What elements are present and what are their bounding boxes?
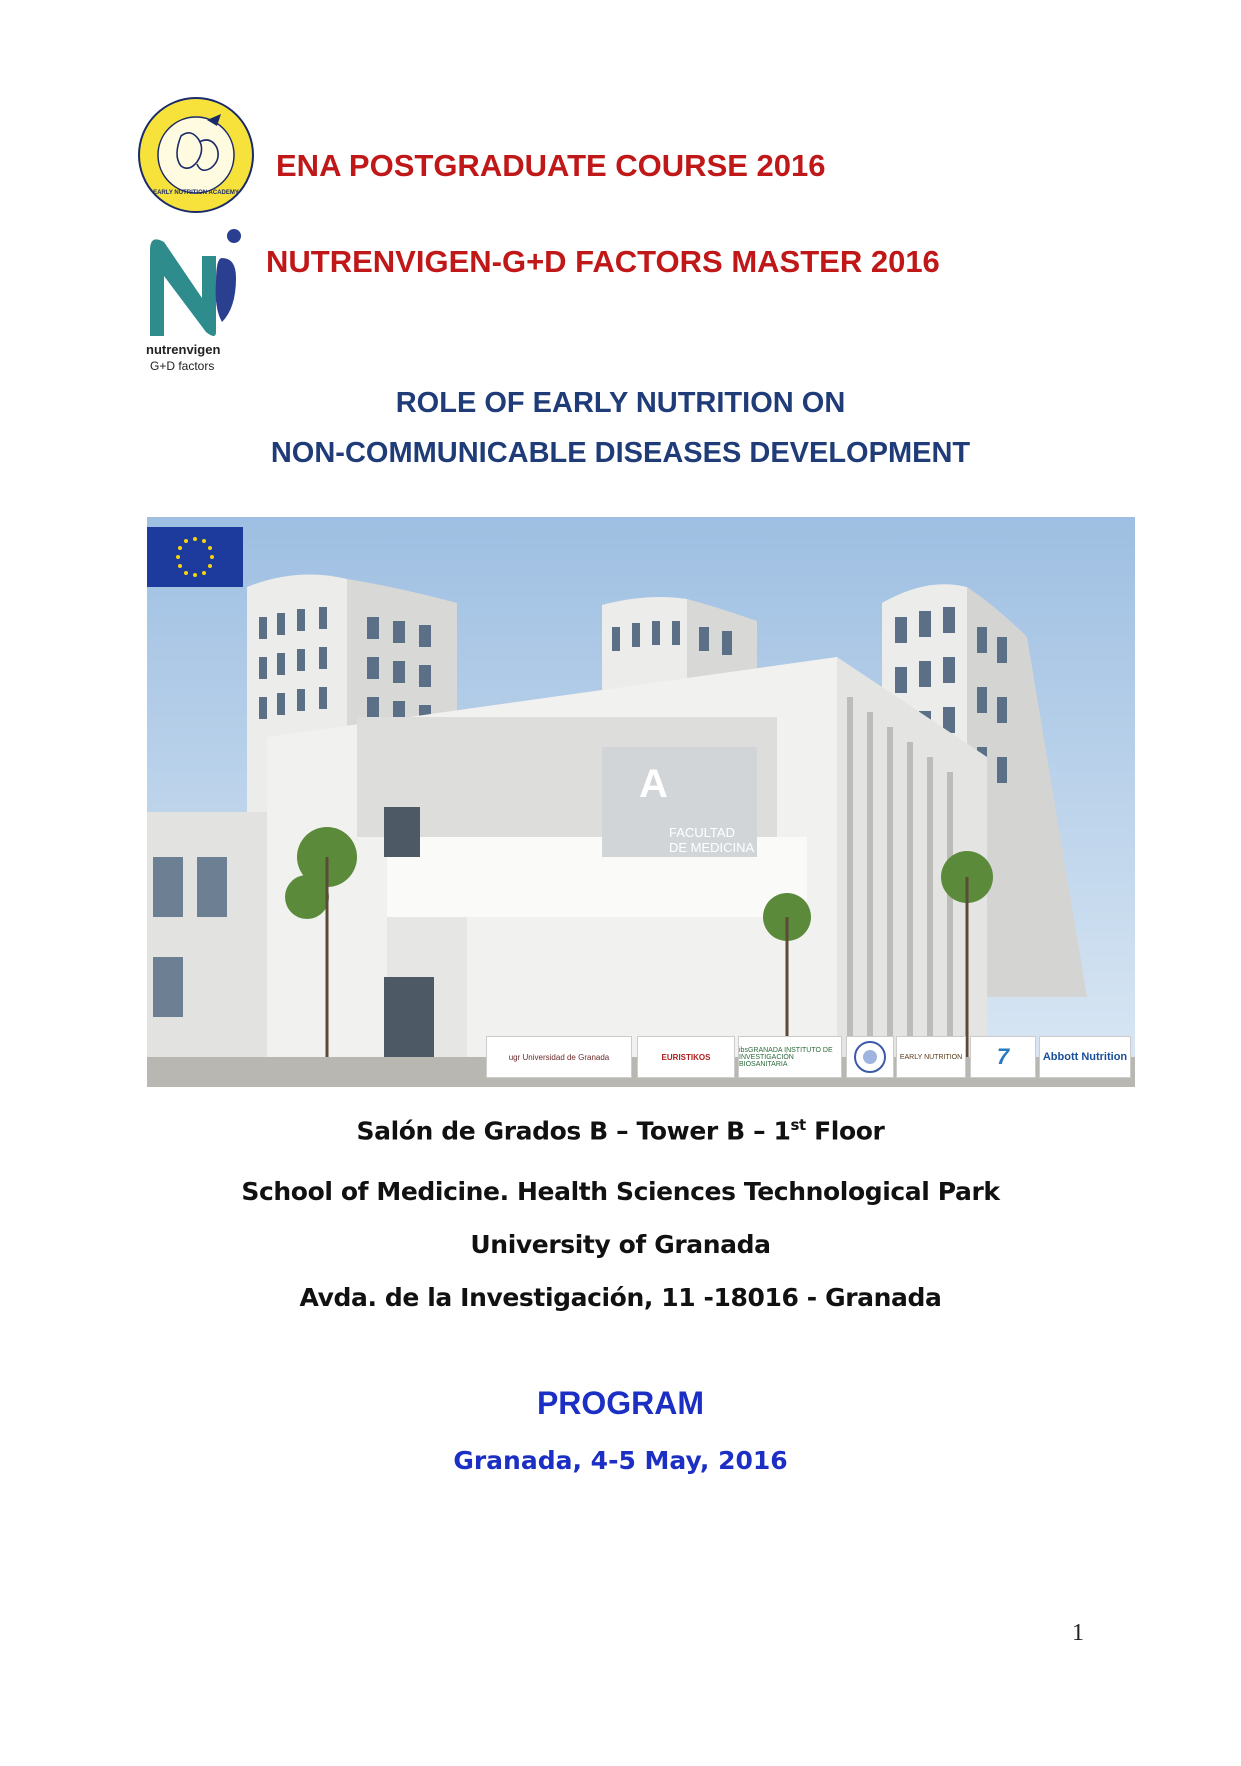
euristikos-logo: EURISTIKOS xyxy=(637,1036,735,1078)
eu-flag-icon xyxy=(147,527,243,587)
page-number: 1 xyxy=(1072,1620,1084,1646)
ugr-logo: ugr Universidad de Granada xyxy=(486,1036,632,1078)
program-label: PROGRAM xyxy=(536,1385,705,1421)
ibs-granada-logo: ibsGRANADA INSTITUTO DE INVESTIGACIÓN BIOSANITARIA xyxy=(738,1036,842,1078)
venue-line3: University of Granada xyxy=(470,1230,771,1259)
main-title-line1: ROLE OF EARLY NUTRITION ON xyxy=(395,387,846,419)
building-sign-line1: FACULTAD xyxy=(669,825,735,840)
nutrenvigen-logo-line1: nutrenvigen xyxy=(146,342,221,357)
program-date: Granada, 4-5 May, 2016 xyxy=(453,1446,788,1475)
venue-line4: Avda. de la Investigación, 11 -18016 - Granada xyxy=(299,1283,942,1312)
nutrenvigen-logo xyxy=(146,228,246,378)
early-nutrition-logo: EARLY NUTRITION xyxy=(896,1036,966,1078)
fp7-logo: 7 xyxy=(970,1036,1036,1078)
building-photo xyxy=(147,517,1135,1087)
venue-line1-end: Floor xyxy=(805,1116,885,1146)
venue-line1-main: Salón de Grados B – Tower B – 1 xyxy=(356,1116,791,1146)
nutrenvigen-logo-line2: G+D factors xyxy=(150,359,215,373)
course-title: ENA POSTGRADUATE COURSE 2016 xyxy=(276,148,826,183)
building-sign-line2: DE MEDICINA xyxy=(669,840,755,855)
venue-line1-sup: st xyxy=(790,1116,806,1134)
master-title: NUTRENVIGEN-G+D FACTORS MASTER 2016 xyxy=(266,244,940,279)
building-letter: A xyxy=(639,762,668,806)
ena-logo xyxy=(137,96,255,214)
venue-line1 xyxy=(0,1116,1241,1145)
ena-logo-text: EARLY NUTRITION ACADEMY xyxy=(153,190,239,196)
seal-logo xyxy=(846,1036,894,1078)
main-title-line2: NON-COMMUNICABLE DISEASES DEVELOPMENT xyxy=(270,437,971,469)
abbott-logo: Abbott Nutrition xyxy=(1039,1036,1131,1078)
venue-line2: School of Medicine. Health Sciences Technological Park xyxy=(241,1177,1000,1206)
